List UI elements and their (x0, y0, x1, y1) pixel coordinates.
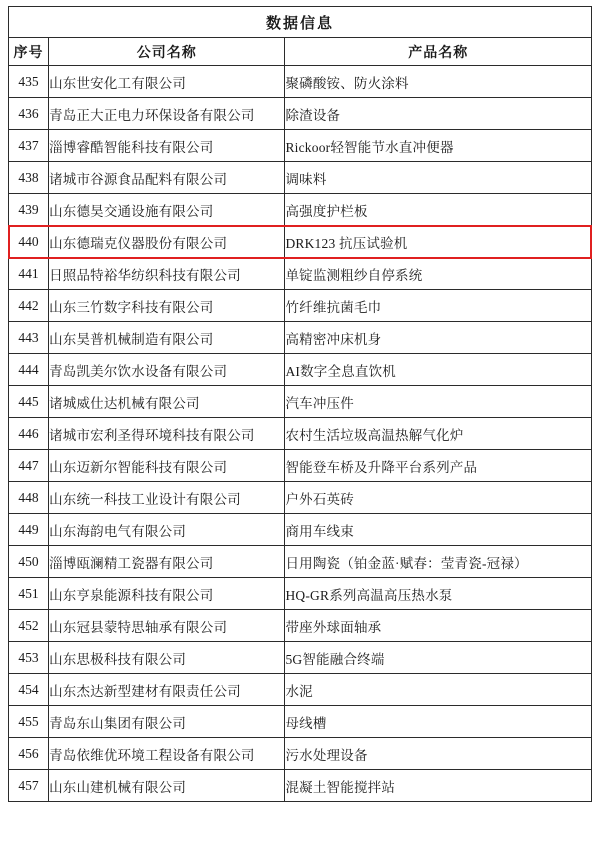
cell-product: 竹纤维抗菌毛巾 (285, 290, 592, 322)
cell-company: 山东德瑞克仪器股份有限公司 (49, 226, 285, 258)
cell-index: 442 (9, 290, 49, 322)
table-title-row (9, 7, 592, 38)
cell-index: 447 (9, 450, 49, 482)
cell-index: 455 (9, 706, 49, 738)
cell-company: 淄博瓯澜精工瓷器有限公司 (49, 546, 285, 578)
cell-index: 454 (9, 674, 49, 706)
table-row (9, 674, 592, 706)
table-body (9, 7, 592, 802)
cell-index: 452 (9, 610, 49, 642)
cell-index: 451 (9, 578, 49, 610)
cell-product: 汽车冲压件 (285, 386, 592, 418)
cell-product: 智能登车桥及升降平台系列产品 (285, 450, 592, 482)
cell-company: 山东德昊交通设施有限公司 (49, 194, 285, 226)
cell-product: 日用陶瓷（铂金蓝·赋春：莹青瓷-冠禄） (285, 546, 592, 578)
cell-index: 457 (9, 770, 49, 802)
cell-product: 除渣设备 (285, 98, 592, 130)
cell-index: 456 (9, 738, 49, 770)
table-row (9, 770, 592, 802)
cell-index: 437 (9, 130, 49, 162)
cell-company: 诸城市谷源食品配料有限公司 (49, 162, 285, 194)
cell-index: 436 (9, 98, 49, 130)
cell-index: 449 (9, 514, 49, 546)
cell-company: 日照品特裕华纺织科技有限公司 (49, 258, 285, 290)
cell-product: 单锭监测粗纱自停系统 (285, 258, 592, 290)
cell-product: 高精密冲床机身 (285, 322, 592, 354)
cell-product: 带座外球面轴承 (285, 610, 592, 642)
cell-company: 山东思极科技有限公司 (49, 642, 285, 674)
cell-company: 山东亨泉能源科技有限公司 (49, 578, 285, 610)
cell-index: 453 (9, 642, 49, 674)
cell-product: 混凝土智能搅拌站 (285, 770, 592, 802)
table-row (9, 482, 592, 514)
cell-company: 诸城威仕达机械有限公司 (49, 386, 285, 418)
cell-product: 母线槽 (285, 706, 592, 738)
cell-company: 山东迈新尔智能科技有限公司 (49, 450, 285, 482)
table-row (9, 514, 592, 546)
cell-product: AI数字全息直饮机 (285, 354, 592, 386)
table-wrapper (8, 6, 592, 802)
cell-company: 青岛凯美尔饮水设备有限公司 (49, 354, 285, 386)
table-row (9, 66, 592, 98)
cell-company: 淄博睿酷智能科技有限公司 (49, 130, 285, 162)
table-row (9, 194, 592, 226)
table-title: 数据信息 (9, 7, 592, 38)
table-row (9, 98, 592, 130)
cell-product: 聚磷酸铵、防火涂料 (285, 66, 592, 98)
column-header-company: 公司名称 (49, 38, 285, 66)
cell-company: 山东统一科技工业设计有限公司 (49, 482, 285, 514)
cell-company: 诸城市宏利圣得环境科技有限公司 (49, 418, 285, 450)
cell-index: 439 (9, 194, 49, 226)
cell-index: 441 (9, 258, 49, 290)
cell-product: 高强度护栏板 (285, 194, 592, 226)
cell-index: 450 (9, 546, 49, 578)
cell-company: 山东昊普机械制造有限公司 (49, 322, 285, 354)
table-row (9, 546, 592, 578)
cell-index: 435 (9, 66, 49, 98)
table-row (9, 418, 592, 450)
cell-company: 山东世安化工有限公司 (49, 66, 285, 98)
cell-product: 调味料 (285, 162, 592, 194)
cell-index: 448 (9, 482, 49, 514)
cell-index: 445 (9, 386, 49, 418)
table-header-row (9, 38, 592, 66)
column-header-product: 产品名称 (285, 38, 592, 66)
cell-company: 山东山建机械有限公司 (49, 770, 285, 802)
cell-index: 443 (9, 322, 49, 354)
table-row (9, 354, 592, 386)
table-row (9, 738, 592, 770)
cell-product: 商用车线束 (285, 514, 592, 546)
table-row (9, 322, 592, 354)
cell-product: 户外石英砖 (285, 482, 592, 514)
table-row (9, 450, 592, 482)
cell-index: 446 (9, 418, 49, 450)
table-row (9, 706, 592, 738)
table-row (9, 226, 592, 258)
cell-product: 污水处理设备 (285, 738, 592, 770)
table-row (9, 162, 592, 194)
cell-company: 山东杰达新型建材有限责任公司 (49, 674, 285, 706)
table-row (9, 130, 592, 162)
cell-product: HQ-GR系列高温高压热水泵 (285, 578, 592, 610)
cell-company: 山东三竹数字科技有限公司 (49, 290, 285, 322)
cell-company: 青岛正大正电力环保设备有限公司 (49, 98, 285, 130)
cell-index: 444 (9, 354, 49, 386)
column-header-index: 序号 (9, 38, 49, 66)
cell-company: 青岛依维优环境工程设备有限公司 (49, 738, 285, 770)
table-row (9, 258, 592, 290)
table-row (9, 578, 592, 610)
cell-company: 山东冠县蒙特思轴承有限公司 (49, 610, 285, 642)
cell-product: 水泥 (285, 674, 592, 706)
cell-product: 5G智能融合终端 (285, 642, 592, 674)
cell-product: 农村生活垃圾高温热解气化炉 (285, 418, 592, 450)
cell-product: DRK123 抗压试验机 (285, 226, 592, 258)
table-row (9, 386, 592, 418)
table-row (9, 290, 592, 322)
cell-index: 440 (9, 226, 49, 258)
table-row (9, 642, 592, 674)
cell-company: 山东海韵电气有限公司 (49, 514, 285, 546)
cell-product: Rickoor轻智能节水直冲便器 (285, 130, 592, 162)
table-row (9, 610, 592, 642)
data-table (8, 6, 592, 802)
cell-company: 青岛东山集团有限公司 (49, 706, 285, 738)
cell-index: 438 (9, 162, 49, 194)
